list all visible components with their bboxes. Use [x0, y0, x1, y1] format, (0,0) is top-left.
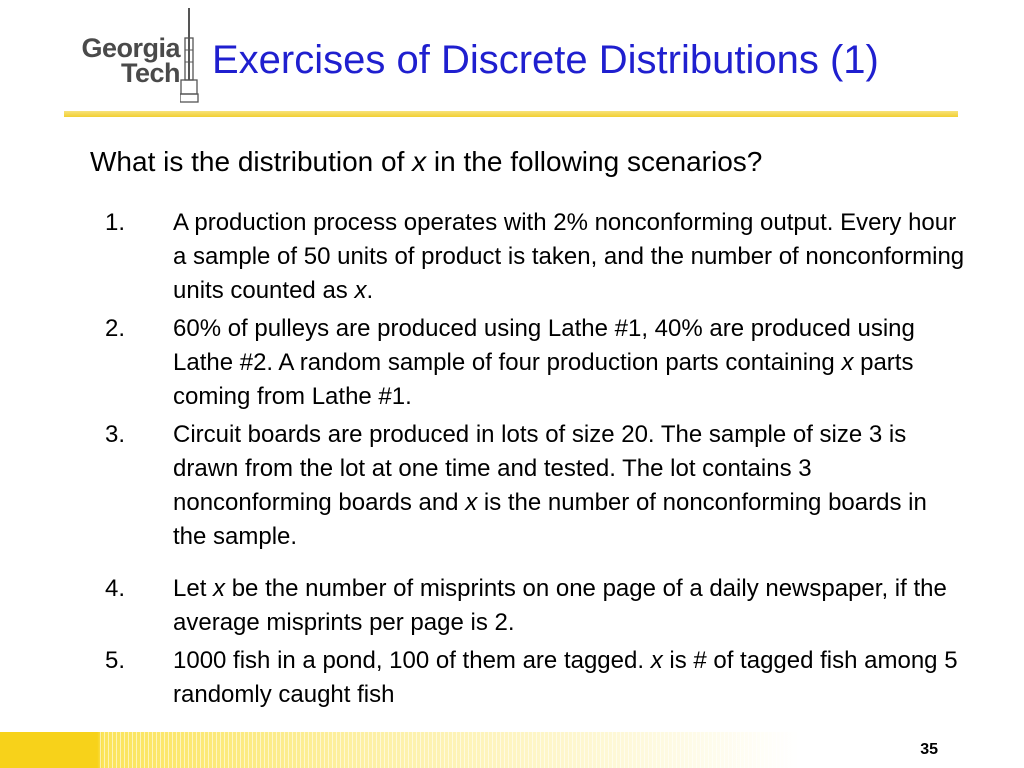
- list-item: [105, 572, 965, 640]
- item-text-end: parts coming from Lathe #1.: [173, 349, 914, 410]
- item-number: 5.: [105, 647, 126, 674]
- item-number: 1.: [105, 209, 126, 236]
- item-variable: x: [841, 349, 854, 376]
- footer-band: [0, 732, 1024, 768]
- list-item: [105, 418, 965, 554]
- question-text: [90, 146, 762, 178]
- item-text: Circuit boards are produced in lots of size 20. The sample of size 3 is drawn from the lot at one time and tested. The lot contains 3 nonconforming boards and: [173, 421, 907, 516]
- item-number: 4.: [105, 575, 126, 602]
- page-number: 35: [920, 741, 938, 758]
- item-text-end: is # of tagged fish among 5 randomly caught fish: [173, 647, 958, 708]
- question-pre: What is the distribution of: [90, 146, 413, 177]
- georgia-tech-logo: [50, 33, 180, 88]
- logo-tech: Tech: [120, 58, 180, 88]
- item-text-end: .: [366, 277, 374, 304]
- item-text: 60% of pulleys are produced using Lathe #1, 40% are produced using Lathe #2. A random sample of four production parts containing: [173, 315, 915, 376]
- item-text-end: is the number of nonconforming boards in the sample.: [173, 489, 927, 550]
- list-item: [105, 206, 965, 308]
- question-post: in the following scenarios?: [426, 146, 763, 177]
- title-divider: [64, 111, 958, 117]
- question-variable: x: [412, 146, 427, 177]
- list-item: [105, 644, 965, 712]
- slide-title: Exercises of Discrete Distributions (1): [212, 38, 879, 82]
- item-text: 1000 fish in a pond, 100 of them are tagged.: [173, 647, 651, 674]
- item-number: 3.: [105, 421, 126, 448]
- scenario-list: [105, 206, 965, 716]
- list-item: [105, 312, 965, 414]
- tech-tower-icon: [180, 8, 200, 104]
- item-text: Let: [173, 575, 214, 602]
- item-text-end: be the number of misprints on one page of a daily newspaper, if the average misprints per page is 2.: [173, 575, 947, 636]
- item-variable: x: [354, 277, 367, 304]
- item-number: 2.: [105, 315, 126, 342]
- logo-georgia: Georgia: [81, 33, 180, 63]
- item-variable: x: [650, 647, 663, 674]
- item-text: A production process operates with 2% nonconforming output. Every hour a sample of 50 units of product is taken, and the number of nonconforming units counted as: [173, 209, 965, 304]
- item-variable: x: [465, 489, 478, 516]
- item-variable: x: [213, 575, 226, 602]
